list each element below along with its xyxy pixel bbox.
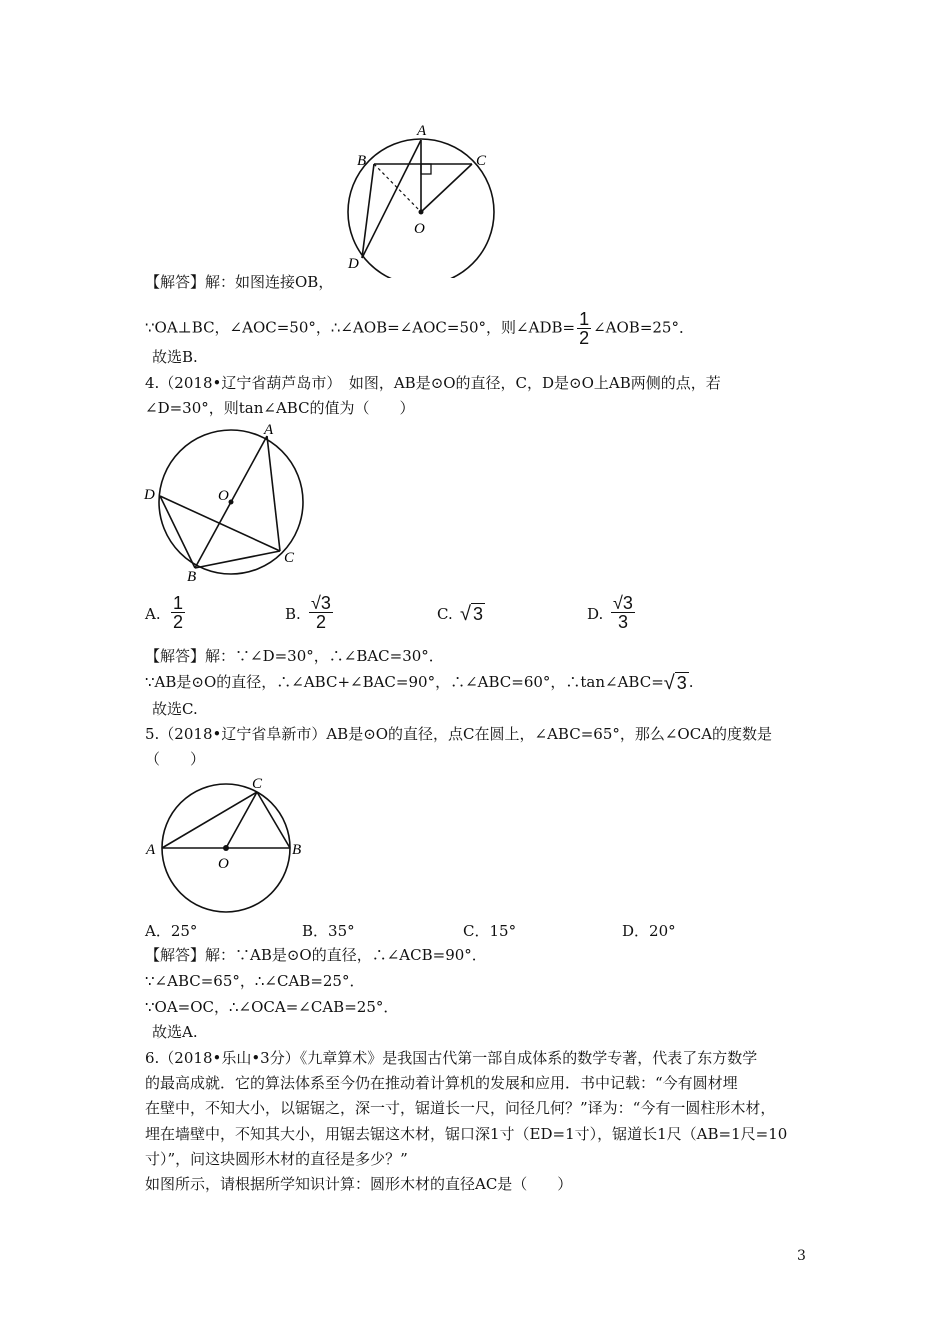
- q5-sol1: 【解答】解：∵AB是⊙O的直径，∴∠ACB=90°．: [145, 946, 487, 964]
- fraction-one-half: [577, 310, 591, 347]
- q4-label-c: C: [284, 550, 295, 566]
- q5-line1: 5.（2018•辽宁省阜新市）AB是⊙O的直径，点C在圆上，∠ABC=65°，那么∠OCA的度数是: [145, 725, 773, 743]
- q5-options: [145, 920, 745, 942]
- q5-sol4: 故选A.: [152, 1023, 198, 1041]
- frac-den: 2: [579, 328, 590, 348]
- label-d: D: [348, 256, 359, 272]
- label-a: A: [417, 123, 427, 139]
- q6-line1: 6.（2018•乐山•3分）《九章算术》是我国古代第一部自成体系的数学专著，代表了东方数学: [145, 1049, 758, 1067]
- q4-option-d: D.: [587, 605, 604, 623]
- q4-sol2: ∵AB是⊙O的直径，∴∠ABC+∠BAC=90°，∴∠ABC=60°，∴tan∠ABC=√ 3 .: [145, 672, 694, 694]
- q4-sol1: 【解答】解：∵∠D=30°，∴∠BAC=30°．: [145, 647, 444, 665]
- q6-line3: 在壁中，不知大小，以锯锯之，深一寸，锯道长一尺，问径几何？”译为：“今有一圆柱形木材，: [145, 1099, 776, 1117]
- q4-option-a: A.: [145, 605, 161, 623]
- q5-option-c: C．15°: [463, 922, 517, 940]
- q6-line6: 如图所示，请根据所学知识计算：圆形木材的直径AC是（ ）: [145, 1175, 573, 1193]
- q6-line4: 埋在墙壁中，不知其大小，用锯去锯这木材，锯口深1寸（ED=1寸），锯道长1尺（AB=1尺=10: [145, 1125, 788, 1143]
- sol3-line2b: ∠AOB=25°．: [593, 318, 694, 337]
- frac-num: 1: [579, 309, 590, 329]
- q5-option-d: D．20°: [622, 922, 676, 940]
- label-b: B: [357, 153, 367, 169]
- figure-circle-q4: [140, 418, 315, 586]
- q5-label-b: B: [292, 842, 302, 858]
- q4-options: [145, 594, 665, 638]
- q6-line2: 的最高成就．它的算法体系至今仍在推动着计算机的发展和应用．书中记载：“今有圆材埋: [145, 1074, 738, 1092]
- page-number: 3: [797, 1248, 806, 1264]
- q4-option-c-sqrt: √ 3: [460, 603, 483, 625]
- label-o: O: [414, 221, 425, 237]
- q5-sol2: ∵∠ABC=65°，∴∠CAB=25°．: [145, 972, 365, 990]
- q4-line2: ∠D=30°，则tan∠ABC的值为（ ）: [145, 399, 415, 417]
- q4-sol3: 故选C.: [152, 700, 198, 718]
- q4-sol2-sqrt: √ 3: [663, 672, 687, 694]
- q4-option-c: C.: [437, 605, 453, 623]
- q4-option-b-frac: $\frac{√3}{2}$: [311, 593, 331, 632]
- figure-circle-q5: [140, 770, 315, 915]
- q6-line5: 寸）”，问这块圆形木材的直径是多少？”: [145, 1150, 408, 1168]
- q4-line1: 4.（2018•辽宁省葫芦岛市） 如图，AB是⊙O的直径，C，D是⊙O上AB两侧的点，若: [145, 374, 721, 392]
- q5-line2: （ ）: [145, 750, 206, 768]
- q4-label-d: D: [144, 487, 155, 503]
- sol3-line2: [145, 310, 694, 347]
- q5-option-b: B．35°: [302, 922, 355, 940]
- q4-label-o: O: [218, 488, 229, 504]
- sol3-line3: 故选B.: [152, 348, 198, 366]
- sol3-line2a: ∵OA⊥BC，∠AOC=50°，∴∠AOB=∠AOC=50°，则∠ADB=: [145, 318, 576, 337]
- q4-label-b: B: [187, 569, 197, 585]
- sol3-line1: 【解答】解：如图连接OB，: [145, 273, 334, 291]
- figure-circle-abcd-1: [340, 118, 500, 278]
- q5-option-a: A．25°: [145, 922, 198, 940]
- q5-label-a: A: [146, 842, 156, 858]
- q4-label-a: A: [264, 422, 274, 438]
- q4-option-d-frac: $\frac{√3}{3}$: [613, 593, 633, 632]
- q5-sol3: ∵OA=OC，∴∠OCA=∠CAB=25°．: [145, 998, 399, 1016]
- q4-option-a-frac: $\frac{1}{2}$: [173, 593, 184, 632]
- label-c: C: [476, 153, 487, 169]
- q5-label-o: O: [218, 856, 229, 872]
- q5-label-c: C: [252, 776, 263, 792]
- q4-option-b: B.: [285, 605, 301, 623]
